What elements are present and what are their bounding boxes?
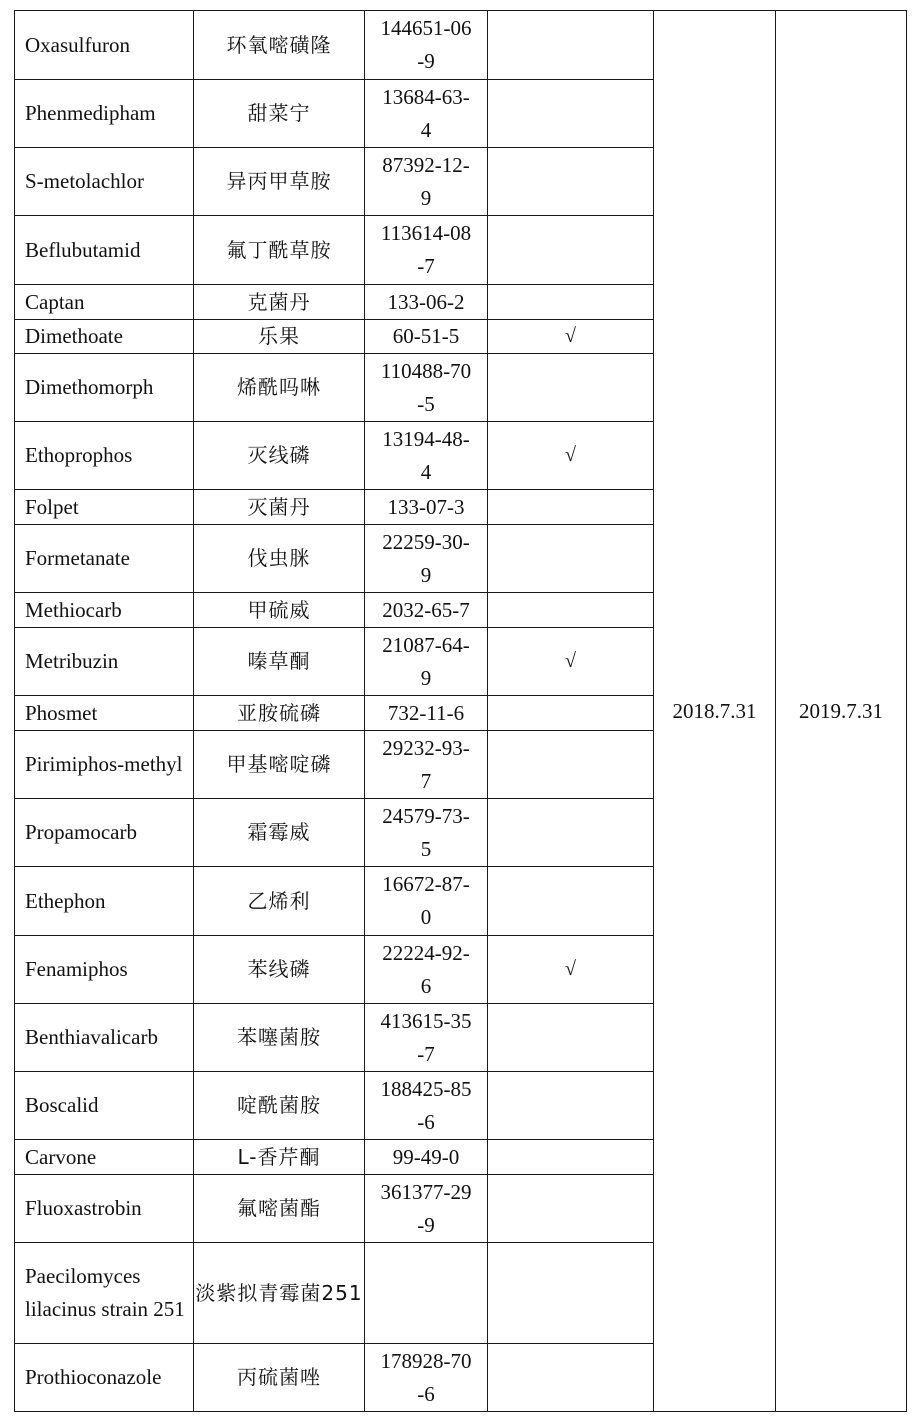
cas-number-cell [365,216,488,285]
chinese-name: 灭菌丹 [247,494,311,519]
cas-number: 113614-08-7 [380,221,472,278]
cas-number-cell [365,320,488,354]
table-row [15,11,907,80]
chinese-name: 氟嘧菌酯 [237,1196,321,1220]
chinese-name: 淡紫拟青霉菌251 [195,1280,363,1305]
mark-cell [488,1004,654,1072]
mark-cell [488,354,654,422]
english-name: S-metolachlor [25,169,144,193]
cas-number-cell [365,1072,488,1140]
english-name-cell [15,320,194,354]
english-name: Carvone [25,1144,97,1169]
cas-number: 732-11-6 [387,700,465,725]
chinese-name-cell [194,80,365,148]
chinese-name-cell [194,285,365,320]
mark-cell [488,936,654,1004]
cas-number-cell [365,867,488,936]
check-mark: √ [565,650,576,672]
chinese-name-cell [194,593,365,628]
cas-number-cell [365,936,488,1004]
cas-number: 413615-35-7 [380,1008,472,1066]
chinese-name: 乐果 [258,324,300,348]
chinese-name-cell [194,354,365,422]
english-name-cell [15,1175,194,1243]
chinese-name-cell [194,148,365,216]
cas-number-cell [365,1175,488,1243]
chinese-name: 烯酰吗啉 [237,375,321,399]
english-name-cell [15,1004,194,1072]
chinese-name-cell [194,1344,365,1412]
english-name: Benthiavalicarb [25,1025,158,1049]
english-name: Oxasulfuron [25,32,130,57]
english-name: Metribuzin [25,649,119,673]
english-name: Ethephon [25,888,106,913]
cas-number: 144651-06-9 [380,16,472,73]
english-name: Dimethoate [25,324,123,348]
english-name-cell [15,285,194,320]
chinese-name-cell [194,936,365,1004]
english-name-cell [15,11,194,80]
cas-number-cell [365,696,488,731]
mark-cell [488,490,654,525]
chinese-name: 甜菜宁 [247,101,311,125]
chinese-name: 亚胺硫磷 [237,700,321,725]
date-cell-2018 [654,11,776,1412]
mark-cell [488,216,654,285]
chinese-name: 伐虫脒 [247,546,311,570]
chinese-name: 霜霉威 [247,820,311,844]
chinese-name: 丙硫菌唑 [237,1365,321,1389]
cas-number-cell [365,1140,488,1175]
english-name-cell [15,799,194,867]
check-mark: √ [565,444,576,466]
english-name-cell [15,216,194,285]
english-name-cell [15,354,194,422]
english-name-cell [15,731,194,799]
english-name-cell [15,525,194,593]
english-name-cell [15,490,194,525]
english-name-cell [15,593,194,628]
english-name: Phosmet [25,700,98,725]
mark-cell [488,422,654,490]
chinese-name: 氟丁酰草胺 [226,237,332,262]
english-name: Boscalid [25,1093,99,1117]
chinese-name-cell [194,1004,365,1072]
mark-cell [488,320,654,354]
chinese-name-cell [194,867,365,936]
english-name-cell [15,696,194,731]
cas-number: 16672-87-0 [382,872,470,929]
english-name-cell [15,1072,194,1140]
chinese-name: 啶酰菌胺 [237,1093,321,1117]
chinese-name: 乙烯利 [247,888,311,913]
table-body [15,11,907,1412]
chinese-name: 灭线磷 [247,443,311,467]
mark-cell [488,1140,654,1175]
mark-cell [488,525,654,593]
cas-number: 2032-65-7 [382,597,470,622]
chinese-name: 克菌丹 [247,289,311,314]
chinese-name-cell [194,799,365,867]
english-name: Beflubutamid [25,237,141,262]
chinese-name: L-香芹酮 [237,1144,321,1169]
english-name-cell [15,867,194,936]
cas-number: 13684-63-4 [382,84,470,142]
cas-number-cell [365,731,488,799]
english-name: Dimethomorph [25,375,154,399]
mark-cell [488,1175,654,1243]
mark-cell [488,1344,654,1412]
mark-cell [488,593,654,628]
chinese-name-cell [194,1140,365,1175]
chinese-name-cell [194,731,365,799]
chinese-name: 甲基嘧啶磷 [226,752,332,776]
mark-cell [488,80,654,148]
chinese-name-cell [194,216,365,285]
english-name-cell [15,628,194,696]
chinese-name-cell [194,696,365,731]
chinese-name-cell [194,1072,365,1140]
english-name-cell [15,1140,194,1175]
chinese-name: 甲硫威 [247,597,311,622]
cas-number: 99-49-0 [392,1144,460,1169]
cas-number-cell [365,422,488,490]
cas-number-cell [365,1344,488,1412]
mark-cell [488,11,654,80]
english-name: Ethoprophos [25,443,133,467]
cas-number-cell [365,799,488,867]
pesticide-table [14,10,907,1412]
mark-cell [488,696,654,731]
mark-cell [488,731,654,799]
cas-number: 133-07-3 [387,494,465,519]
cas-number-cell [365,148,488,216]
chinese-name-cell [194,1175,365,1243]
english-name: Fenamiphos [25,957,128,981]
english-name: Formetanate [25,546,130,570]
english-name: Folpet [25,494,79,519]
cas-number: 24579-73-5 [382,803,470,861]
english-name-cell [15,148,194,216]
cas-number-cell [365,1243,488,1344]
mark-cell [488,1072,654,1140]
cas-number: 60-51-5 [392,324,460,348]
english-name: Methiocarb [25,597,122,622]
cas-number: 22259-30-9 [382,529,470,587]
cas-number: 133-06-2 [387,289,465,314]
cas-number-cell [365,1004,488,1072]
english-name-cell [15,1344,194,1412]
cas-number: 29232-93-7 [382,735,470,793]
cas-number-cell [365,354,488,422]
cas-number-cell [365,525,488,593]
chinese-name-cell [194,490,365,525]
cas-number: 178928-70-6 [380,1348,472,1406]
english-name-cell [15,1243,194,1344]
cas-number: 188425-85-6 [380,1076,472,1134]
check-mark: √ [565,325,576,347]
chinese-name-cell [194,1243,365,1344]
english-name: Captan [25,289,85,314]
chinese-name-cell [194,422,365,490]
english-name-cell [15,80,194,148]
mark-cell [488,799,654,867]
date-2019: 2019.7.31 [799,698,883,723]
check-mark: √ [565,958,576,980]
mark-cell [488,628,654,696]
english-name: Propamocarb [25,820,137,844]
cas-number: 110488-70-5 [380,358,472,416]
chinese-name-cell [194,525,365,593]
english-name: Pirimiphos-methyl [25,752,183,776]
chinese-name: 苯线磷 [247,957,311,981]
chinese-name: 环氧嘧磺隆 [226,32,332,57]
mark-cell [488,867,654,936]
date-2018: 2018.7.31 [672,698,757,723]
english-name-cell [15,936,194,1004]
cas-number: 87392-12-9 [382,152,470,210]
mark-cell [488,148,654,216]
cas-number-cell [365,80,488,148]
mark-cell [488,285,654,320]
date-cell-2019 [776,11,907,1412]
english-name: Phenmedipham [25,101,156,125]
cas-number-cell [365,628,488,696]
chinese-name-cell [194,11,365,80]
cas-number: 22224-92-6 [382,940,470,998]
cas-number: 361377-29-9 [380,1179,472,1237]
cas-number-cell [365,11,488,80]
chinese-name-cell [194,320,365,354]
english-name-cell [15,422,194,490]
chinese-name: 嗪草酮 [247,649,311,673]
english-name: Prothioconazole [25,1365,162,1389]
english-name: Paecilomyces lilacinus strain 251 [25,1264,185,1321]
cas-number: 13194-48-4 [382,426,470,484]
chinese-name: 异丙甲草胺 [226,169,332,193]
chinese-name: 苯噻菌胺 [237,1025,321,1049]
english-name: Fluoxastrobin [25,1196,142,1220]
cas-number-cell [365,593,488,628]
cas-number-cell [365,285,488,320]
cas-number: 21087-64-9 [382,632,470,690]
cas-number-cell [365,490,488,525]
chinese-name-cell [194,628,365,696]
mark-cell [488,1243,654,1344]
